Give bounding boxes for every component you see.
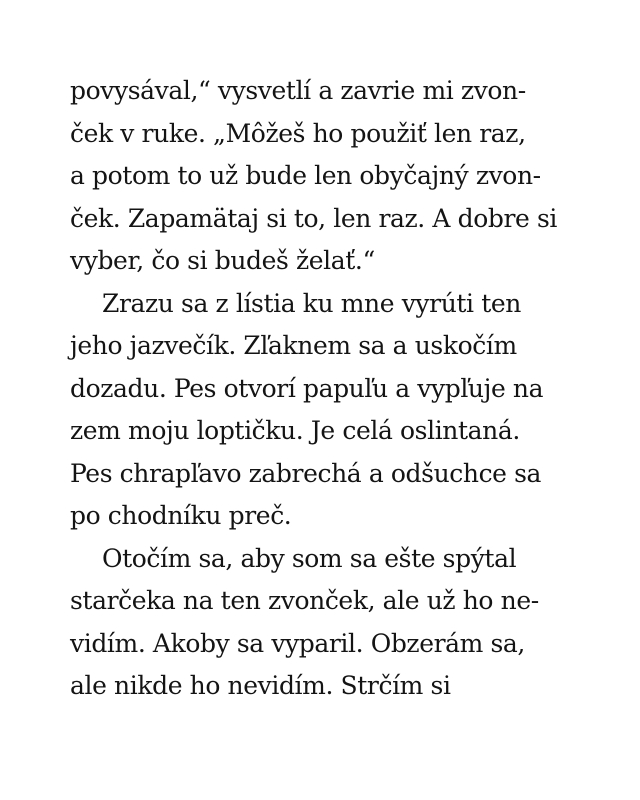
text-line-4: ček. Zapamätaj si to, len raz. A dobre si	[70, 203, 557, 233]
text-line-14: vidím. Akoby sa vyparil. Obzerám sa,	[70, 628, 525, 658]
text-line-15: ale nikde ho nevidím. Strčím si	[70, 671, 451, 700]
text-line-12: Otočím sa, aby som sa ešte spýtal	[102, 543, 517, 573]
text-line-10: Pes chrapľavo zabrechá a odšuchce sa	[70, 458, 542, 488]
text-line-8: dozadu. Pes otvorí papuľu a vypľuje na	[70, 373, 544, 403]
text-line-5: vyber, čo si budeš želať.“	[70, 246, 375, 275]
text-line-2: ček v ruke. „Môžeš ho použiť len raz,	[70, 118, 526, 148]
text-line-9: zem moju loptičku. Je celá oslintaná.	[70, 416, 520, 445]
text-line-13: starčeka na ten zvonček, ale už ho ne-	[70, 586, 539, 615]
text-line-7: jeho jazvečík. Zľaknem sa a uskočím	[70, 331, 517, 360]
text-line-6: Zrazu sa z lístia ku mne vyrúti ten	[102, 288, 521, 318]
page-body-text	[70, 70, 590, 708]
text-line-11: po chodníku preč.	[70, 501, 292, 530]
text-line-1: povysával,“ vysvetlí a zavrie mi zvon-	[70, 76, 526, 105]
text-line-3: a potom to už bude len obyčajný zvon-	[70, 161, 541, 190]
